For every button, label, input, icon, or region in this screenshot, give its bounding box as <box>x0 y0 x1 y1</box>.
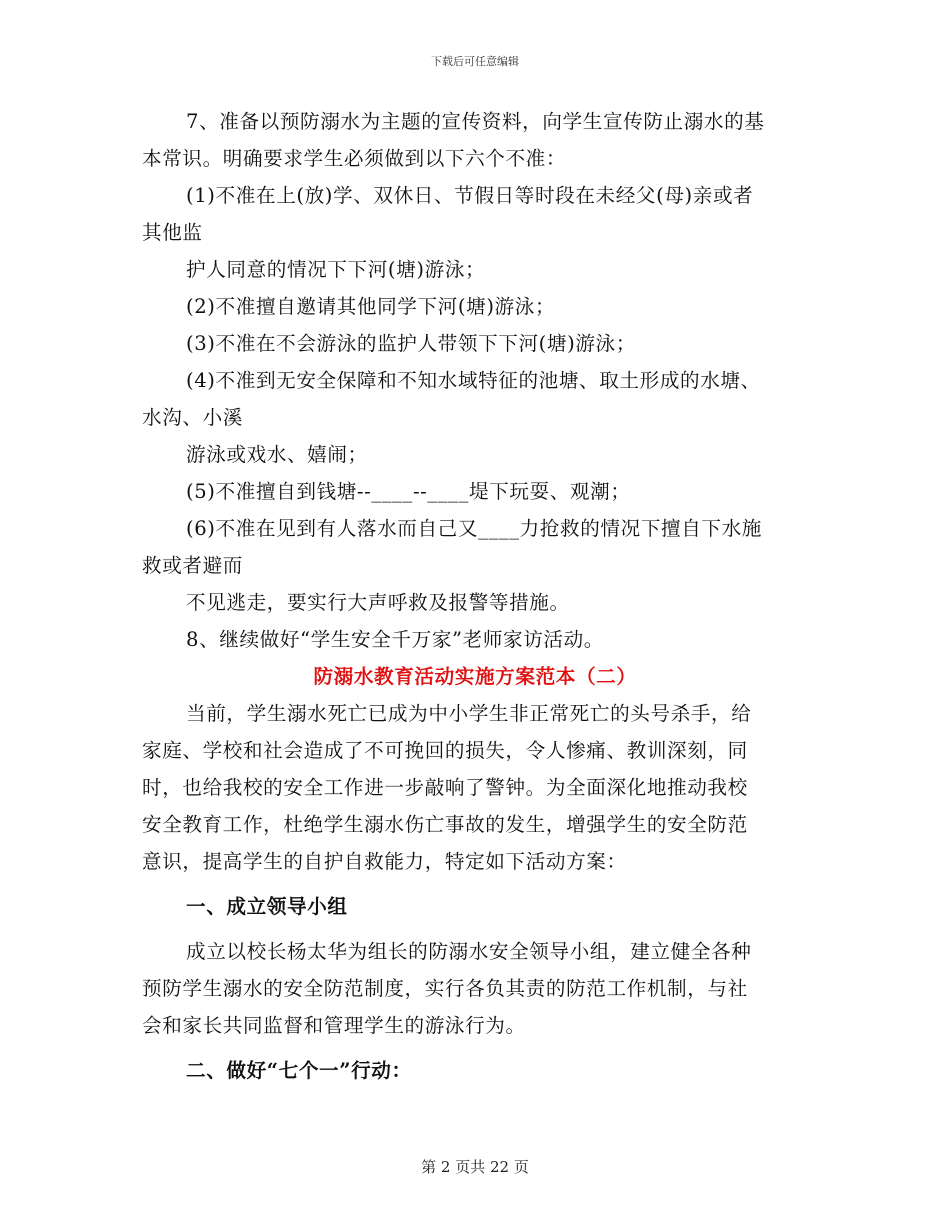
paragraph-line: (4)不准到无安全保障和不知水域特征的池塘、取土形成的水塘、 <box>186 369 761 392</box>
document-body <box>142 103 808 1089</box>
paragraph-line: (6)不准在见到有人落水而自己又____力抢救的情况下擅自下水施 <box>186 517 762 540</box>
paragraph-line: 8、继续做好“学生安全千万家”老师家访活动。 <box>186 628 604 651</box>
paragraph-line: 水沟、小溪 <box>142 406 243 429</box>
section-title: 防溺水教育活动实施方案范本（二） <box>313 665 637 688</box>
paragraph-line: (1)不准在上(放)学、双休日、节假日等时段在未经父(母)亲或者 <box>186 184 754 207</box>
paragraph-line: 本常识。明确要求学生必须做到以下六个不准： <box>142 147 567 170</box>
paragraph-line: 安全教育工作，杜绝学生溺水伤亡事故的发生，增强学生的安全防范 <box>142 813 748 836</box>
paragraph-line: 成立以校长杨太华为组长的防溺水安全领导小组，建立健全各种 <box>186 940 752 963</box>
page-header: 下载后可任意编辑 <box>431 55 519 68</box>
paragraph-line: 不见逃走，要实行大声呼救及报警等措施。 <box>186 591 570 614</box>
paragraph-line: 其他监 <box>142 221 203 244</box>
heading-leadership-group: 一、成立领导小组 <box>186 895 348 918</box>
page-footer: 第 2 页共 22 页 <box>421 1158 529 1176</box>
paragraph-line: (2)不准擅自邀请其他同学下河(塘)游泳； <box>186 295 556 318</box>
paragraph-line: 意识，提高学生的自护自救能力，特定如下活动方案： <box>142 850 627 873</box>
paragraph-line: (3)不准在不会游泳的监护人带领下下河(塘)游泳； <box>186 332 636 355</box>
paragraph-line: (5)不准擅自到钱塘--____--____堤下玩耍、观潮； <box>186 480 631 503</box>
paragraph-line: 预防学生溺水的安全防范制度，实行各负其责的防范工作机制，与社 <box>142 977 748 1000</box>
paragraph-line: 当前，学生溺水死亡已成为中小学生非正常死亡的头号杀手，给 <box>186 702 752 725</box>
paragraph-line: 游泳或戏水、嬉闹； <box>186 443 368 466</box>
heading-seven-ones: 二、做好“七个一”行动： <box>186 1059 412 1082</box>
paragraph-line: 救或者避而 <box>142 554 243 577</box>
paragraph-line: 家庭、学校和社会造成了不可挽回的损失，令人惨痛、教训深刻，同 <box>142 739 748 762</box>
paragraph-line: 7、准备以预防溺水为主题的宣传资料，向学生宣传防止溺水的基 <box>186 110 765 133</box>
paragraph-line: 护人同意的情况下下河(塘)游泳； <box>186 258 486 281</box>
paragraph-line: 时，也给我校的安全工作进一步敲响了警钟。为全面深化地推动我校 <box>142 776 748 799</box>
paragraph-line: 会和家长共同监督和管理学生的游泳行为。 <box>142 1014 526 1037</box>
